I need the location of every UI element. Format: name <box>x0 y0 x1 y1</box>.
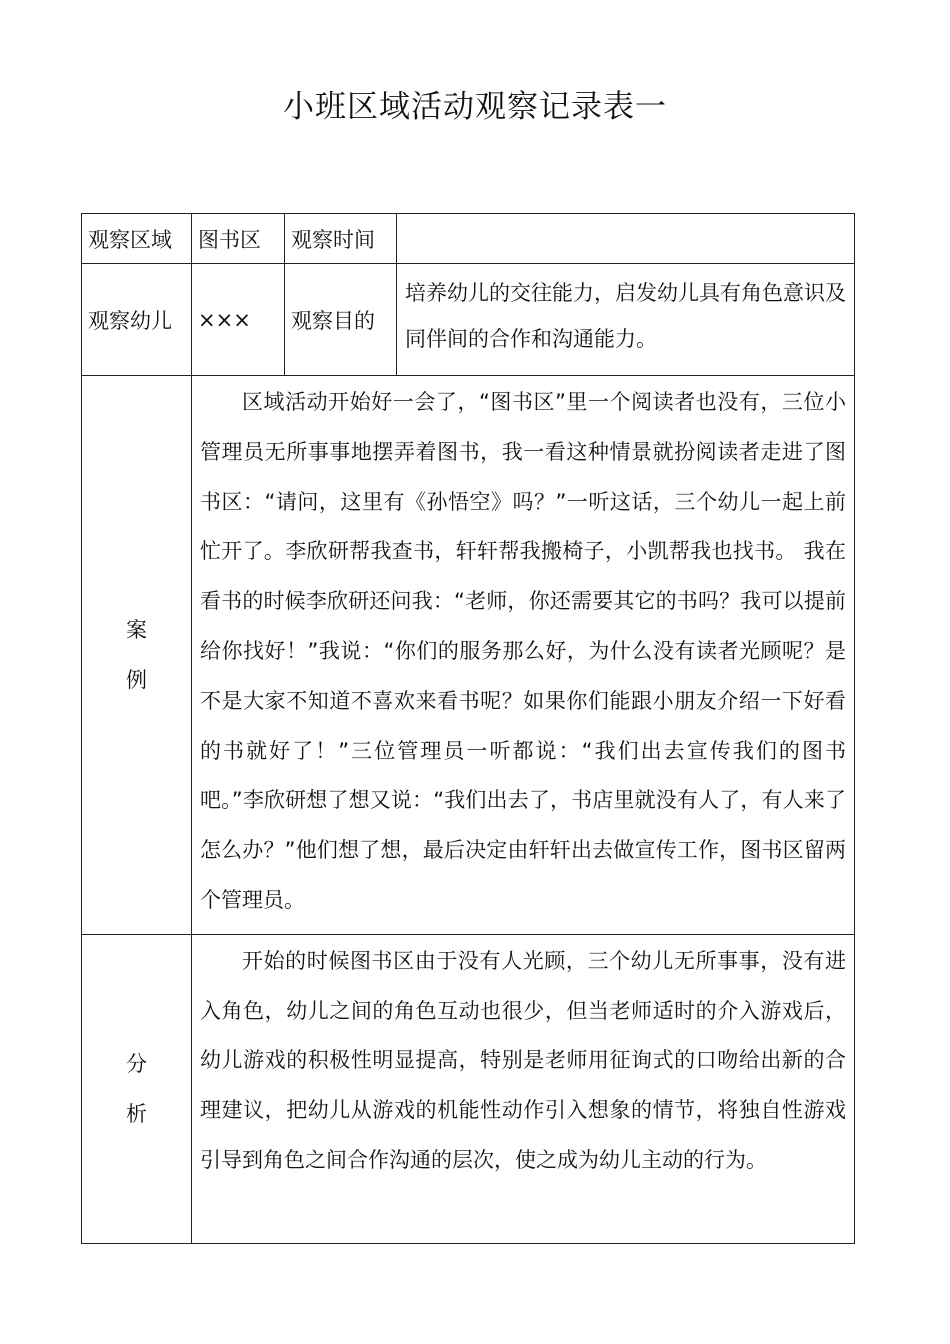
analysis-section-label <box>82 934 192 1243</box>
analysis-section-body <box>192 934 855 1243</box>
observation-area-value: 图书区 <box>192 214 285 264</box>
table-row <box>82 934 855 1243</box>
observation-purpose-value: 培养幼儿的交往能力，启发幼儿具有角色意识及同伴间的合作和沟通能力。 <box>397 264 855 376</box>
table-row <box>82 376 855 935</box>
analysis-label-char-1: 分 <box>126 1051 147 1076</box>
case-section-label <box>82 376 192 935</box>
analysis-label-char-2: 析 <box>126 1101 147 1126</box>
case-label-char-1: 案 <box>126 617 147 642</box>
observation-area-label: 观察区域 <box>82 214 192 264</box>
table-row <box>82 214 855 264</box>
table-row <box>82 264 855 376</box>
case-text: 区域活动开始好一会了，“图书区”里一个阅读者也没有，三位小管理员无所事事地摆弄着图书，我一看这种情景就扮阅读者走进了图书区：“请问，这里有《孙悟空》吗？”一听这话，三个幼儿一起上前忙开了。李欣研帮我查书，轩轩帮我搬椅子，小凯帮我也找书。 我在看书的时候李欣研还问我：“老师，你还需要其它的书吗？我可以提前给你找好！”我说：“你们的服务那么好，为什么没有读者光顾呢？是不是大家不知道不喜欢来看书呢？如果你们能跟小朋友介绍一下好看的书就好了！”三位管理员一听都说：“我们出去宣传我们的图书吧。”李欣研想了想又说：“我们出去了，书店里就没有人了，有人来了怎么办？”他们想了想，最后决定由轩轩出去做宣传工作，图书区留两个管理员。 <box>200 390 846 912</box>
observation-purpose-label: 观察目的 <box>285 264 397 376</box>
case-section-body <box>192 376 855 935</box>
observed-child-value: ××× <box>192 264 285 376</box>
document-title: 小班区域活动观察记录表一 <box>283 89 667 125</box>
analysis-text: 开始的时候图书区由于没有人光顾，三个幼儿无所事事，没有进入角色，幼儿之间的角色互动也很少，但当老师适时的介入游戏后，幼儿游戏的积极性明显提高，特别是老师用征询式的口吻给出新的合理建议，把幼儿从游戏的机能性动作引入想象的情节，将独自性游戏引导到角色之间合作沟通的层次，使之成为幼儿主动的行为。 <box>200 948 846 1172</box>
observed-child-label: 观察幼儿 <box>82 264 192 376</box>
observation-time-value <box>397 214 855 264</box>
observation-time-label: 观察时间 <box>285 214 397 264</box>
observation-record-table <box>81 213 855 1244</box>
case-label-char-2: 例 <box>126 667 147 692</box>
